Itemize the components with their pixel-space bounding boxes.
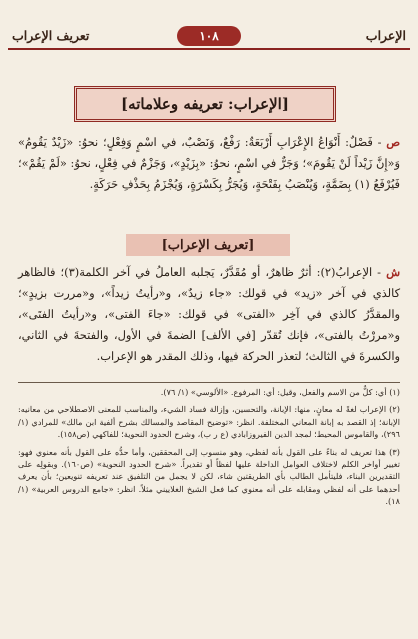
running-header <box>8 26 410 48</box>
chapter-title-box <box>74 86 336 122</box>
footnote-1: (١) أي: كلٌّ من الاسم والفعل، وقيل: أي: المرفوع. «الألوسي» (١/ ٧٦). <box>160 387 400 397</box>
matn-paragraph <box>18 132 400 195</box>
header-divider <box>8 48 410 50</box>
footnotes <box>18 386 400 513</box>
footnote-3: (٣) هذا تعريف له بناءً على القول بأنه لفظي، وهو منسوب إلى المحققين، وأما حدُّه على القول بأنه معنوي فهو: تغيير أواخر الكلم لاختلاف العوامل الداخلة عليها لفظاً أو تقديراً. «شرح الحدود النحوية» (ص١٦٠). وبقولِه على التقديرين البناء، فليتأمل الطالب بأي الطريقتين شاء، لكن لا يجمل من التلفيق عند تعريفه تنويعين؛ بأن يعرف أحدهما على أنه لفظي ومقابله على أنه معنوي كما فعل الشيخ الغلاييني مثلاً. انظر: «جامع الدروس العربية» (١/ ١٨). <box>18 446 400 507</box>
header-section-title: تعريف الإعراب <box>12 28 90 43</box>
matn-marker: ص <box>386 135 401 149</box>
chapter-title: [الإعراب: تعريفه وعلاماته] <box>121 95 289 113</box>
sharh-text: - الإعرابُ(٢): أثرٌ ظاهرٌ، أو مُقَدَّرٌ، يَجلبه العاملُ في آخر الكلمة(٣)؛ فالظاهر كالذي في آخر «زيد» في قولك: «جاء زيدٌ»، و«رأيتُ زيداً»، و«مررت بزيدٍ»؛ والمقدَّرُ كالذي في آخِر «الفتى» في قولك: «جاءَ الفتى»، و«رأيتُ الفتَى»، و«مررْتُ بالفتى»، فإنك تُقدّر [في الألف] الضمةَ في الأول، والفتحةَ في الثاني، والكسرةَ في الثالث؛ لتعذر الحركة فيها، وذلك المقدر هو الإعراب. <box>18 265 400 363</box>
sub-heading: [تعريف الإعراب] <box>161 237 255 253</box>
footnote-divider <box>18 382 400 383</box>
footnote-2: (٢) الإعراب لغةً له معانٍ، منها: الإبانة، والتحسين، وإزالة فساد الشيء، والمناسب للمعنى الاصطلاحي من معانيه: الإبانة؛ إذ القصد به إبانة المعاني المختلفة. انظر: «توضيح المقاصد والمسالك بشرح ألفية ابن مالك» للمرادي (١/ ٢٩٦)، والقاموس المحيط؛ لمجد الدين الفيروزابادي (ع ر ب)، وشرح الحدود النحوية؛ للفاكهي (ص١٥٨). <box>18 404 400 440</box>
page-number-badge: ١٠٨ <box>177 26 241 46</box>
header-chapter-title: الإعراب <box>365 28 406 43</box>
sharh-paragraph <box>18 262 400 367</box>
sharh-marker: ش <box>386 265 401 279</box>
matn-text: - فَصْلٌ: أَنْوَاعُ الإِعْرَابِ أَرْبَعَةٌ: رَفْعٌ، وَنَصْبٌ، في اسْمٍ وَفِعْلٍ؛ نحوُ: «زَيْدٌ يَقُومُ» وَ«إِنَّ زَيْداً لَنْ يَقُومَ»؛ وَجَرٌّ في اسْمٍ، نحوُ: «بِزَيْدٍ»، وَجَزْمٌ في فِعْلٍ، نحوُ: «لَمْ يَقُمْ»؛ فَيُرْفَعُ (١) بِضَمَّةٍ، وَيُنْصَبُ بِفَتْحَةٍ، وَيُجَرُّ بِكَسْرَةٍ، وَيُجْزَمُ بِحَذْفِ حَرَكَةٍ. <box>18 135 400 191</box>
sub-heading-banner <box>126 234 290 256</box>
